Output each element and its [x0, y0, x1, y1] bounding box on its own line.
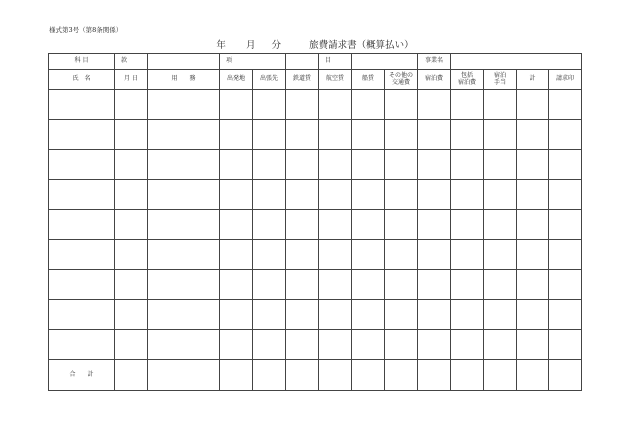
entry-cell[interactable] — [253, 330, 286, 360]
entry-cell[interactable] — [253, 270, 286, 300]
entry-cell[interactable] — [484, 150, 517, 180]
entry-cell[interactable] — [549, 150, 582, 180]
entry-cell[interactable] — [352, 210, 385, 240]
expense-table — [48, 53, 582, 391]
kan-value[interactable] — [148, 54, 220, 70]
title-main: 旅費請求書（概算払い） — [309, 40, 414, 51]
entry-cell[interactable] — [220, 300, 253, 330]
total-cell[interactable] — [319, 360, 352, 391]
entry-cell[interactable] — [418, 300, 451, 330]
entry-cell[interactable] — [451, 120, 484, 150]
entry-cell[interactable] — [286, 150, 319, 180]
entry-cell[interactable] — [549, 210, 582, 240]
entry-cell[interactable] — [319, 120, 352, 150]
entry-cell[interactable] — [484, 300, 517, 330]
table-row — [49, 330, 582, 360]
total-cell[interactable] — [148, 360, 220, 391]
entry-cell[interactable] — [49, 150, 115, 180]
entry-cell[interactable] — [385, 300, 418, 330]
entry-cell[interactable] — [115, 180, 148, 210]
col-teate-line1: 宿泊 — [493, 71, 506, 79]
entry-cell[interactable] — [148, 150, 220, 180]
entry-cell[interactable] — [286, 330, 319, 360]
moku-label: 目 — [319, 54, 352, 70]
entry-cell[interactable] — [49, 270, 115, 300]
form-number: 様式第3号（第8条関係） — [49, 26, 123, 34]
entry-cell[interactable] — [517, 240, 549, 270]
entry-cell[interactable] — [148, 300, 220, 330]
col-funachin: 船賃 — [352, 70, 385, 90]
entry-cell[interactable] — [49, 120, 115, 150]
entry-cell[interactable] — [49, 330, 115, 360]
entry-cell[interactable] — [49, 210, 115, 240]
entry-cell[interactable] — [549, 90, 582, 120]
entry-cell[interactable] — [220, 330, 253, 360]
col-shimei: 氏 名 — [49, 70, 115, 90]
entry-cell[interactable] — [484, 180, 517, 210]
column-header-row — [49, 70, 582, 90]
entry-cell[interactable] — [418, 90, 451, 120]
table-row — [49, 210, 582, 240]
total-label: 合 計 — [49, 360, 115, 391]
entry-cell[interactable] — [115, 240, 148, 270]
entry-cell[interactable] — [286, 210, 319, 240]
entry-cell[interactable] — [451, 180, 484, 210]
entry-cell[interactable] — [220, 90, 253, 120]
entry-cell[interactable] — [49, 300, 115, 330]
entry-cell[interactable] — [115, 330, 148, 360]
entry-cell[interactable] — [549, 330, 582, 360]
entry-cell[interactable] — [451, 240, 484, 270]
entry-cell[interactable] — [352, 240, 385, 270]
entry-cell[interactable] — [253, 120, 286, 150]
entry-cell[interactable] — [319, 240, 352, 270]
entry-cell[interactable] — [385, 330, 418, 360]
entry-cell[interactable] — [319, 150, 352, 180]
entry-cell[interactable] — [418, 270, 451, 300]
entry-cell[interactable] — [517, 330, 549, 360]
total-cell[interactable] — [517, 360, 549, 391]
kou-label: 項 — [220, 54, 286, 70]
entry-cell[interactable] — [385, 270, 418, 300]
entry-cell[interactable] — [549, 270, 582, 300]
entry-cell[interactable] — [286, 300, 319, 330]
entry-cell[interactable] — [451, 210, 484, 240]
entry-cell[interactable] — [115, 90, 148, 120]
entry-cell[interactable] — [148, 240, 220, 270]
entry-cell[interactable] — [253, 240, 286, 270]
title-year: 年 — [216, 40, 226, 51]
entry-cell[interactable] — [253, 150, 286, 180]
entry-cell[interactable] — [49, 90, 115, 120]
col-hokatsu — [451, 70, 484, 90]
entry-cell[interactable] — [517, 210, 549, 240]
col-tsukihi: 月 日 — [115, 70, 148, 90]
entry-cell[interactable] — [319, 330, 352, 360]
entry-cell[interactable] — [220, 240, 253, 270]
total-cell[interactable] — [549, 360, 582, 391]
table-row — [49, 150, 582, 180]
entry-cell[interactable] — [286, 180, 319, 210]
entry-cell[interactable] — [148, 90, 220, 120]
entry-cell[interactable] — [385, 180, 418, 210]
entry-cell[interactable] — [451, 270, 484, 300]
jigyo-value[interactable] — [451, 54, 582, 70]
entry-cell[interactable] — [148, 270, 220, 300]
entry-cell[interactable] — [115, 300, 148, 330]
kou-value[interactable] — [286, 54, 319, 70]
entry-cell[interactable] — [220, 180, 253, 210]
entry-cell[interactable] — [385, 120, 418, 150]
entry-cell[interactable] — [253, 300, 286, 330]
entry-cell[interactable] — [451, 150, 484, 180]
entry-cell[interactable] — [352, 270, 385, 300]
entry-cell[interactable] — [549, 120, 582, 150]
entry-cell[interactable] — [484, 210, 517, 240]
entry-cell[interactable] — [549, 300, 582, 330]
total-cell[interactable] — [484, 360, 517, 391]
entry-cell[interactable] — [220, 210, 253, 240]
entry-cell[interactable] — [352, 330, 385, 360]
col-hokatsu-line1: 包括 — [460, 71, 473, 79]
table-row — [49, 180, 582, 210]
col-teate — [484, 70, 517, 90]
kamoku-label: 科 目 — [49, 54, 115, 70]
entry-cell[interactable] — [115, 270, 148, 300]
table-row — [49, 270, 582, 300]
entry-cell[interactable] — [319, 270, 352, 300]
entry-cell[interactable] — [115, 120, 148, 150]
entry-cell[interactable] — [352, 180, 385, 210]
jigyo-label: 事業名 — [418, 54, 451, 70]
col-shuppatsuchi: 出発地 — [220, 70, 253, 90]
entry-cell[interactable] — [385, 90, 418, 120]
entry-cell[interactable] — [220, 270, 253, 300]
kan-label: 款 — [115, 54, 148, 70]
entry-cell[interactable] — [517, 90, 549, 120]
entry-cell[interactable] — [319, 90, 352, 120]
entry-cell[interactable] — [451, 90, 484, 120]
entry-cell[interactable] — [253, 180, 286, 210]
entry-cell[interactable] — [517, 270, 549, 300]
col-sonota-line1: その他の — [388, 71, 413, 79]
entry-cell[interactable] — [418, 210, 451, 240]
entry-cell[interactable] — [319, 300, 352, 330]
entry-cell[interactable] — [385, 150, 418, 180]
entry-cell[interactable] — [385, 210, 418, 240]
entry-cell[interactable] — [517, 150, 549, 180]
entry-cell[interactable] — [220, 120, 253, 150]
entry-cell[interactable] — [319, 180, 352, 210]
entry-cell[interactable] — [517, 300, 549, 330]
entry-cell[interactable] — [352, 120, 385, 150]
entry-cell[interactable] — [385, 240, 418, 270]
table-row — [49, 120, 582, 150]
col-youmu: 用 務 — [148, 70, 220, 90]
entry-cell[interactable] — [253, 210, 286, 240]
entry-cell[interactable] — [253, 90, 286, 120]
entry-cell[interactable] — [49, 180, 115, 210]
entry-cell[interactable] — [484, 240, 517, 270]
entry-cell[interactable] — [286, 90, 319, 120]
col-kei: 計 — [517, 70, 549, 90]
col-shukuhakuhi: 宿泊費 — [418, 70, 451, 90]
entry-cell[interactable] — [451, 300, 484, 330]
entry-cell[interactable] — [115, 210, 148, 240]
col-sonota-line2: 交通費 — [391, 78, 410, 86]
total-cell[interactable] — [286, 360, 319, 391]
entry-cell[interactable] — [418, 180, 451, 210]
col-seikyuin: 請求印 — [549, 70, 582, 90]
entry-cell[interactable] — [286, 240, 319, 270]
entry-cell[interactable] — [418, 150, 451, 180]
entry-cell[interactable] — [286, 270, 319, 300]
entry-cell[interactable] — [418, 120, 451, 150]
total-cell[interactable] — [418, 360, 451, 391]
entry-cell[interactable] — [418, 240, 451, 270]
entry-cell[interactable] — [352, 150, 385, 180]
total-row — [49, 360, 582, 391]
entry-cell[interactable] — [451, 330, 484, 360]
entry-cell[interactable] — [517, 120, 549, 150]
col-sonota — [385, 70, 418, 90]
col-teate-line2: 手当 — [493, 78, 506, 86]
total-cell[interactable] — [220, 360, 253, 391]
total-cell[interactable] — [451, 360, 484, 391]
col-koukuuchin: 航空賃 — [319, 70, 352, 90]
col-shutchosaki: 出張先 — [253, 70, 286, 90]
total-cell[interactable] — [115, 360, 148, 391]
entry-cell[interactable] — [484, 330, 517, 360]
total-cell[interactable] — [253, 360, 286, 391]
entry-cell[interactable] — [220, 150, 253, 180]
table-row — [49, 240, 582, 270]
table-row — [49, 90, 582, 120]
entry-cell[interactable] — [319, 210, 352, 240]
entry-cell[interactable] — [484, 90, 517, 120]
entry-cell[interactable] — [517, 180, 549, 210]
budget-row — [49, 54, 582, 70]
entry-cell[interactable] — [115, 150, 148, 180]
title-bun: 分 — [271, 40, 282, 51]
entry-cell[interactable] — [352, 90, 385, 120]
entry-cell[interactable] — [148, 330, 220, 360]
entry-cell[interactable] — [352, 300, 385, 330]
table-row — [49, 300, 582, 330]
moku-value[interactable] — [352, 54, 418, 70]
col-tetsudouchin: 鉄道賃 — [286, 70, 319, 90]
total-cell[interactable] — [352, 360, 385, 391]
data-rows — [49, 90, 582, 360]
entry-cell[interactable] — [49, 240, 115, 270]
entry-cell[interactable] — [549, 180, 582, 210]
entry-cell[interactable] — [484, 270, 517, 300]
entry-cell[interactable] — [148, 210, 220, 240]
entry-cell[interactable] — [484, 120, 517, 150]
title-month: 月 — [245, 40, 256, 51]
entry-cell[interactable] — [549, 240, 582, 270]
col-hokatsu-line2: 宿泊費 — [457, 78, 476, 86]
entry-cell[interactable] — [148, 120, 220, 150]
total-cell[interactable] — [385, 360, 418, 391]
entry-cell[interactable] — [148, 180, 220, 210]
entry-cell[interactable] — [418, 330, 451, 360]
entry-cell[interactable] — [286, 120, 319, 150]
page-title — [0, 37, 630, 51]
